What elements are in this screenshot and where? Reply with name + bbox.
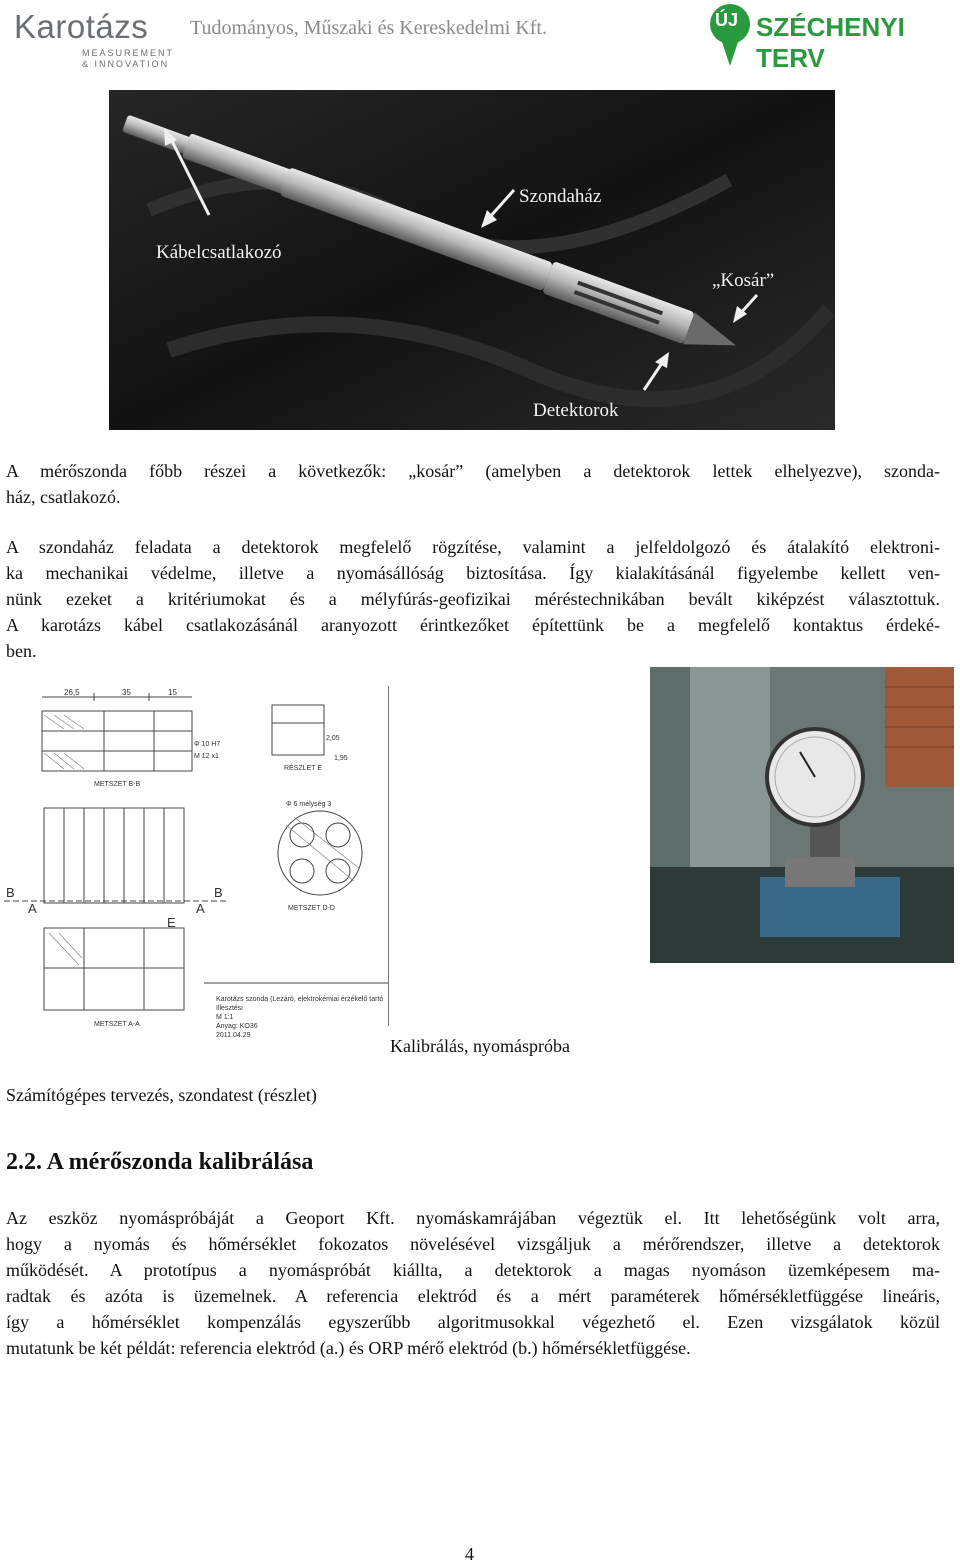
tol-2: M 12 x1	[194, 753, 219, 760]
section-line: így a hőmérséklet kompenzálás egyszerűbb algoritmusokkal végezhető el. Ezen vizsgálatok közül	[6, 1312, 940, 1332]
vertical-divider	[388, 686, 389, 1026]
para2-line: A szondaház feladata a detektorok megfelelő rögzítése, valamint a jelfeldolgozó és átalakító elektroni-	[6, 537, 940, 557]
letter-b-right: B	[214, 885, 223, 900]
badge-uj: ÚJ	[715, 10, 739, 30]
title-block-line: Karotázs szonda (Lezáró, elektrokémiai érzékelő tartó	[216, 996, 384, 1003]
probe-photo	[109, 90, 835, 430]
letter-a-right: A	[196, 901, 205, 916]
szechenyi-text: SZÉCHENYI TERV	[756, 12, 905, 73]
company-name: Tudományos, Műszaki és Kereskedelmi Kft.	[190, 17, 547, 39]
letter-a-left: A	[28, 901, 37, 916]
detail-e-label: RÉSZLET E	[284, 765, 322, 772]
dim-1: 26,5	[64, 688, 80, 697]
page-number: 4	[465, 1544, 474, 1564]
label-kabelcsatlakozo: Kábelcsatlakozó	[156, 242, 282, 263]
paragraph-parts	[6, 458, 940, 510]
section-paragraph	[6, 1205, 940, 1361]
section-line: Az eszköz nyomáspróbáját a Geoport Kft. nyomáskamrájában végeztük el. Itt lehetőségünk volt arra,	[6, 1208, 940, 1228]
label-szondahaz: Szondaház	[519, 186, 602, 207]
letter-e: E	[167, 915, 176, 930]
technical-drawing	[4, 683, 388, 1055]
section-aa-label: METSZET A-A	[94, 1021, 140, 1028]
calibration-illustration	[650, 667, 954, 963]
dim-2: 35	[122, 688, 131, 697]
title-block-line: M 1:1	[216, 1014, 234, 1021]
caption-calibration: Kalibrálás, nyomáspróba	[390, 1036, 570, 1056]
section-bb-label: METSZET B-B	[94, 781, 141, 788]
tol-1: Φ 10 H7	[194, 741, 221, 748]
logo-sub2: & INNOVATION	[82, 59, 170, 69]
title-block	[216, 995, 383, 1040]
section-line: mutatunk be két példát: referencia elektród (a.) és ORP mérő elektród (b.) hőmérsékletfüggése.	[6, 1338, 691, 1358]
title-block-line: Illesztési	[216, 1005, 243, 1012]
caption-drawing: Számítógépes tervezés, szondatest (részlet)	[6, 1085, 317, 1105]
para2-line: ka mechanikai védelme, illetve a nyomásállóság biztosítása. Így kialakításánál figyelembe kellett ven-	[6, 563, 940, 583]
dim-3: 15	[168, 688, 177, 697]
section-dd-label: METSZET D-D	[288, 905, 335, 912]
para2-line: nünk ezeket a kritériumokat és a mélyfúrás-geofizikai méréstechnikában bevált kiképzést választottuk.	[6, 589, 940, 609]
logo-wordmark: Karotázs	[14, 8, 149, 45]
para1-line1: A mérőszonda főbb részei a következők: „kosár” (amelyben a detektorok lettek elhelyezve), szonda-	[6, 461, 940, 481]
label-kosar: „Kosár”	[712, 270, 775, 291]
title-block-line: Anyag: KO36	[216, 1023, 258, 1030]
letter-b-left: B	[6, 885, 15, 900]
section-heading: 2.2. A mérőszonda kalibrálása	[6, 1149, 314, 1175]
section-line: hogy a nyomás és hőmérséklet fokozatos növelésével vizsgáljuk a mérőrendszer, illetve a detektorok	[6, 1234, 940, 1254]
dim-195: 1,95	[334, 755, 348, 762]
hole-note: Φ 6 mélység 3	[286, 801, 332, 808]
para2-line: A karotázs kábel csatlakozásánál aranyozott érintkezőket építettünk be a megfelelő kontaktus érdeké-	[6, 615, 940, 635]
paragraph-housing	[6, 534, 940, 664]
section-line: radtak és azóta is üzemelnek. A referencia elektród és a mért paraméterek hőmérsékletfüggése lineáris,	[6, 1286, 940, 1306]
dim-205: 2,05	[326, 735, 340, 742]
para1-line2: ház, csatlakozó.	[6, 487, 121, 507]
section-line: működését. A prototípus a nyomáspróbát kiállta, a detektorok a magas nyomáson üzemképesem ma-	[6, 1260, 940, 1280]
title-block-line: 2011.04.29	[216, 1032, 251, 1039]
calibration-photo	[650, 667, 954, 963]
para2-line: ben.	[6, 641, 37, 661]
label-detektorok: Detektorok	[533, 400, 619, 421]
logo-sub1: MEASUREMENT	[82, 48, 175, 58]
